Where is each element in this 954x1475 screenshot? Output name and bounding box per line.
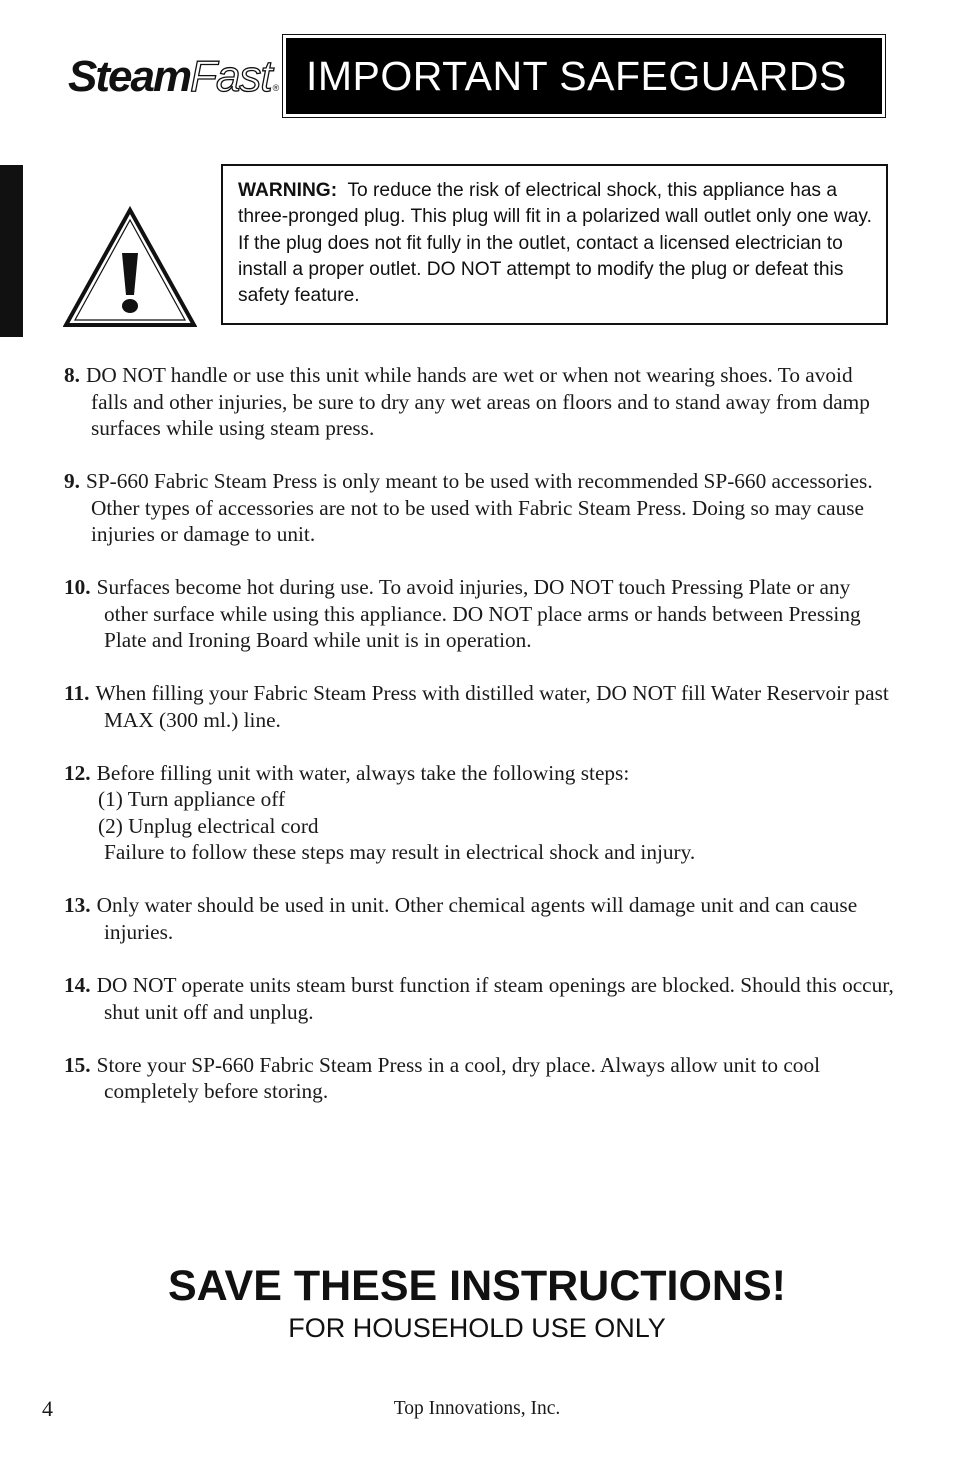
item-number: 9. xyxy=(64,469,80,494)
logo-fast: Fast xyxy=(190,52,272,101)
step-item: (1) Turn appliance off xyxy=(98,787,286,812)
item-text: Surfaces become hot during use. To avoid injuries, DO NOT touch Pressing Plate or any other surface while using this appliance. DO NOT place arms or hands between Pressing Plate and Ironing Board while unit is in operation. xyxy=(96,575,861,653)
item-text: Only water should be used in unit. Other chemical agents will damage unit and can cause injuries. xyxy=(96,893,858,944)
safeguard-item-14 xyxy=(64,972,894,1025)
item-text: When filling your Fabric Steam Press with distilled water, DO NOT fill Water Reservoir past MAX (300 ml.) line. xyxy=(95,681,889,732)
item-text: Store your SP-660 Fabric Steam Press in a cool, dry place. Always allow unit to cool completely before storing. xyxy=(96,1052,821,1104)
logo-steam: Steam xyxy=(68,52,191,101)
safeguard-item-11 xyxy=(64,680,894,733)
page-title-frame xyxy=(282,34,886,118)
item-text: SP-660 Fabric Steam Press is only meant to be used with recommended SP-660 accessories. Other types of accessories are not to be used with Fabric Steam Press. Doing so may cause injuries or damage to unit. xyxy=(85,469,873,547)
item-text: DO NOT handle or use this unit while hands are wet or when not wearing shoes. To avoid falls and other injuries, be sure to dry any wet areas on floors and to stand away from damp surfaces while using steam press. xyxy=(85,363,870,440)
page-edge-tab xyxy=(0,165,23,337)
item-number: 10. xyxy=(64,575,91,600)
item-number: 13. xyxy=(64,893,91,918)
safeguard-item-10 xyxy=(64,574,894,654)
warning-text: To reduce the risk of electrical shock, this appliance has a three-pronged plug. This plug will fit in a polarized wall outlet only one way. If the plug does not fit fully in the outlet, contact a licensed electrician to install a proper outlet. DO NOT attempt to modify the plug or defeat this safety feature. xyxy=(238,180,872,307)
steamfast-logo xyxy=(68,52,279,102)
safeguard-item-9 xyxy=(64,468,894,548)
warning-triangle-icon xyxy=(63,206,197,328)
steps-consequence: Failure to follow these steps may result in electrical shock and injury. xyxy=(104,840,696,865)
safeguard-item-15 xyxy=(64,1052,894,1105)
item-text: DO NOT operate units steam burst function if steam openings are blocked. Should this occur, shut unit off and unplug. xyxy=(96,973,894,1024)
page-title: IMPORTANT SAFEGUARDS xyxy=(286,38,882,114)
warning-box xyxy=(221,164,888,325)
safeguards-list xyxy=(64,362,894,1131)
item-number: 14. xyxy=(64,973,91,998)
household-use-note: FOR HOUSEHOLD USE ONLY xyxy=(288,1313,666,1343)
item-number: 11. xyxy=(64,681,90,706)
safeguard-item-12 xyxy=(64,760,894,866)
steps-list xyxy=(64,786,894,839)
item-number: 8. xyxy=(64,363,80,387)
page-number: 4 xyxy=(42,1396,53,1421)
item-number: 12. xyxy=(64,760,91,785)
logo-registered-mark: ® xyxy=(272,83,280,93)
item-text: Before filling unit with water, always take the following steps: xyxy=(96,760,630,785)
step-item: (2) Unplug electrical cord xyxy=(98,813,319,838)
warning-label: WARNING: xyxy=(238,180,338,201)
footer-company: Top Innovations, Inc. xyxy=(393,1398,561,1419)
save-instructions-heading: SAVE THESE INSTRUCTIONS! xyxy=(168,1262,786,1310)
safeguard-item-8 xyxy=(64,362,894,442)
item-number: 15. xyxy=(64,1052,91,1077)
safeguard-item-13 xyxy=(64,892,894,945)
